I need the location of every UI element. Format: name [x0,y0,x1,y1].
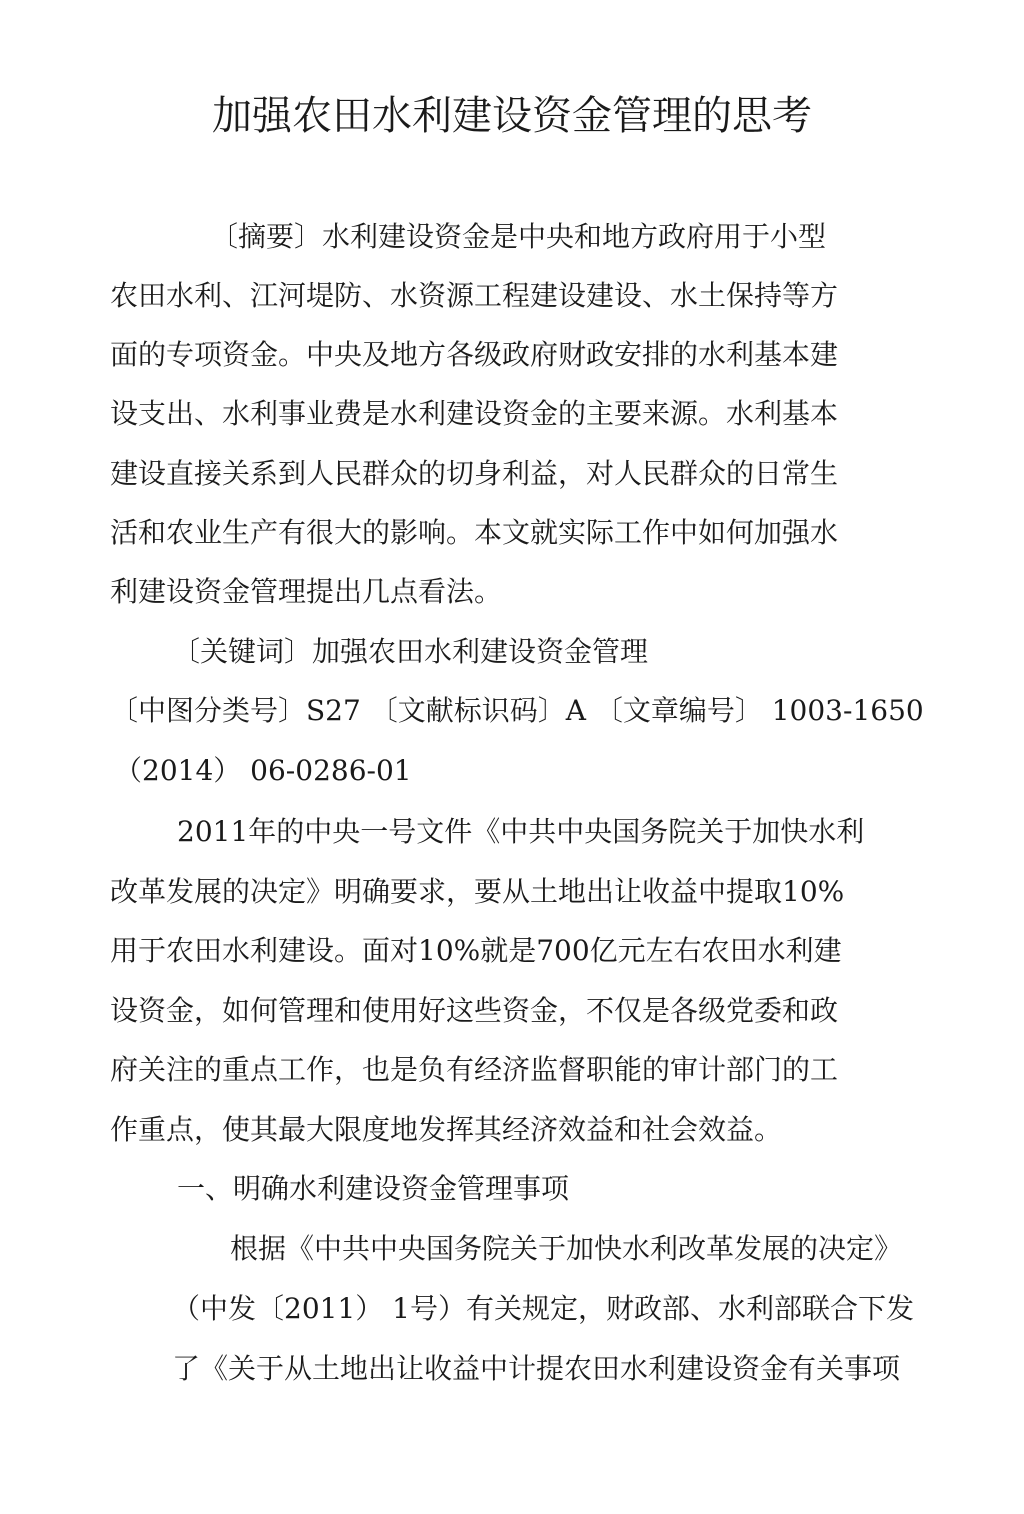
classification-line: 〔中图分类号〕S27 〔文献标识码〕A 〔文章编号〕 1003-1650 [110,694,924,727]
section-line-1: 根据《中共中央国务院关于加快水利改革发展的决定》 [230,1232,903,1265]
section-heading: 一、明确水利建设资金管理事项 [177,1172,570,1205]
abstract-line-5: 建设直接关系到人民群众的切身利益，对人民群众的日常生 [110,457,839,490]
abstract-line-3: 面的专项资金。中央及地方各级政府财政安排的水利基本建 [110,338,839,371]
abstract-line-2: 农田水利、江河堤防、水资源工程建设建设、水土保持等方 [110,279,839,312]
body-line-3: 用于农田水利建设。面对10%就是700亿元左右农田水利建 [110,934,842,967]
body-line-6: 作重点，使其最大限度地发挥其经济效益和社会效益。 [110,1113,783,1146]
abstract-line-4: 设支出、水利事业费是水利建设资金的主要来源。水利基本 [110,397,839,430]
abstract-line-7: 利建设资金管理提出几点看法。 [110,575,503,608]
abstract-line-6: 活和农业生产有很大的影响。本文就实际工作中如何加强水 [110,516,839,549]
abstract-line-1: 〔摘要〕水利建设资金是中央和地方政府用于小型 [210,220,827,253]
keywords-line: 〔关键词〕加强农田水利建设资金管理 [172,635,649,668]
body-line-2: 改革发展的决定》明确要求，要从土地出让收益中提取10% [110,875,845,908]
section-line-3: 了《关于从土地出让收益中计提农田水利建设资金有关事项 [172,1352,901,1385]
body-line-1: 2011年的中央一号文件《中共中央国务院关于加快水利 [177,815,865,848]
article-number-line: （2014） 06-0286-01 [114,754,412,787]
body-line-4: 设资金，如何管理和使用好这些资金，不仅是各级党委和政 [110,994,839,1027]
body-line-5: 府关注的重点工作，也是负有经济监督职能的审计部门的工 [110,1053,839,1086]
section-line-2: （中发〔2011） 1号）有关规定，财政部、水利部联合下发 [172,1292,914,1325]
document-title: 加强农田水利建设资金管理的思考 [212,93,812,139]
